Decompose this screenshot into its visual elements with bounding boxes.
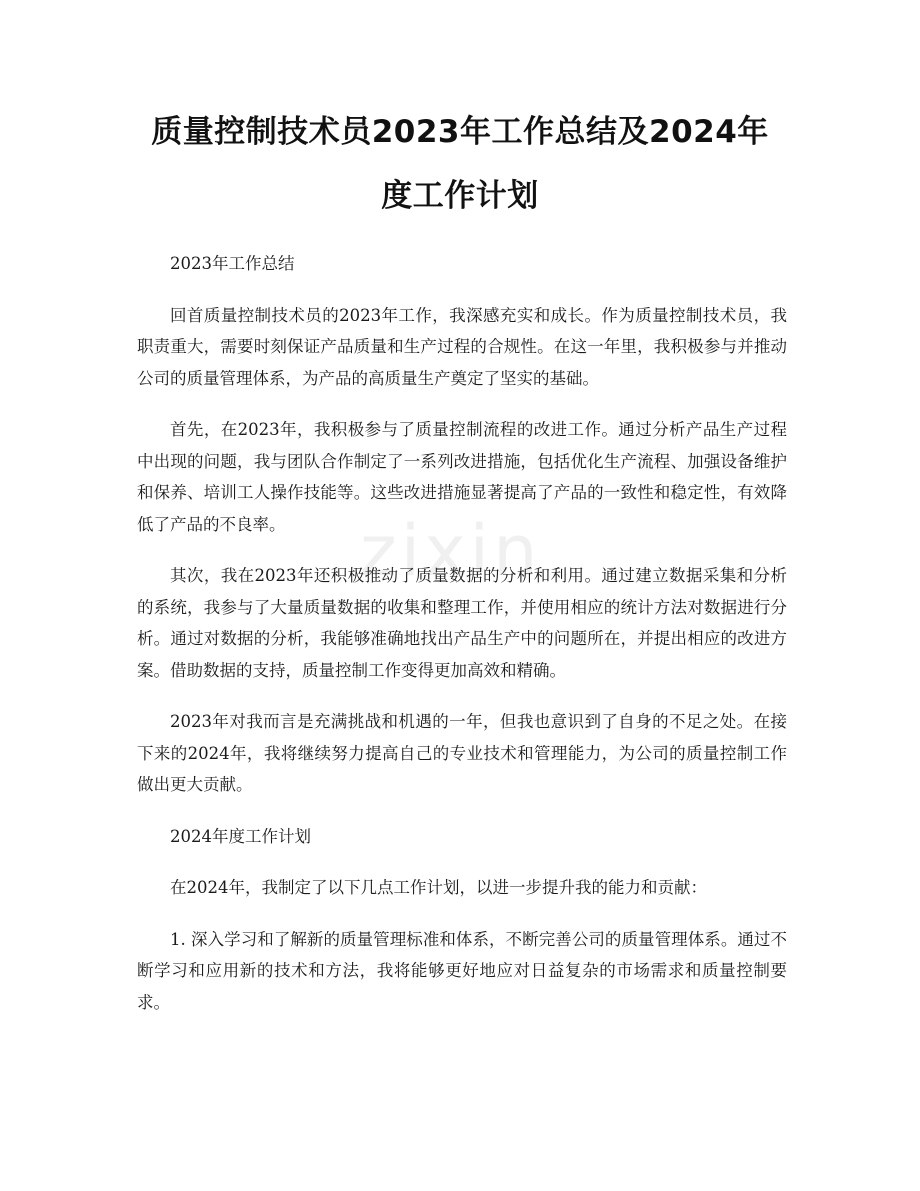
- watermark-logo: zixin: [360, 510, 542, 592]
- section-heading-summary: 2023年工作总结: [170, 254, 295, 273]
- paragraph-1: 回首质量控制技术员的2023年工作，我深感充实和成长。作为质量控制技术员，我职责重大，需要时刻保证产品质量和生产过程的合规性。在这一年里，我积极参与并推动公司的质量管理体系，为产品的高质量生产奠定了坚实的基础。: [137, 305, 787, 388]
- document-title: [120, 100, 800, 228]
- section-heading-plan: 2024年度工作计划: [170, 826, 311, 846]
- document-body: [137, 248, 787, 1038]
- paragraph-5: 在2024年，我制定了以下几点工作计划，以进一步提升我的能力和贡献：: [170, 878, 707, 897]
- paragraph-4: 2023年对我而言是充满挑战和机遇的一年，但我也意识到了自身的不足之处。在接下来的2024年，我将继续努力提高自己的专业技术和管理能力，为公司的质量控制工作做出更大贡献。: [137, 712, 787, 794]
- paragraph-6: 1. 深入学习和了解新的质量管理标准和体系，不断完善公司的质量管理体系。通过不断学习和应用新的技术和方法，我将能够更好地应对日益复杂的市场需求和质量控制要求。: [137, 929, 787, 1012]
- paragraph-3: 其次，我在2023年还积极推动了质量数据的分析和利用。通过建立数据采集和分析的系统，我参与了大量质量数据的收集和整理工作，并使用相应的统计方法对数据进行分析。通过对数据的分析，我能够准确地找出产品生产中的问题所在，并提出相应的改进方案。借助数据的支持，质量控制工作变得更加高效和精确。: [137, 566, 787, 680]
- title-line-2: 度工作计划: [381, 178, 539, 214]
- paragraph-2: 首先，在2023年，我积极参与了质量控制流程的改进工作。通过分析产品生产过程中出现的问题，我与团队合作制定了一系列改进措施，包括优化生产流程、加强设备维护和保养、培训工人操作技能等。这些改进措施显著提高了产品的一致性和稳定性，有效降低了产品的不良率。: [137, 420, 787, 534]
- title-line-1: 质量控制技术员2023年工作总结及2024年: [151, 114, 769, 150]
